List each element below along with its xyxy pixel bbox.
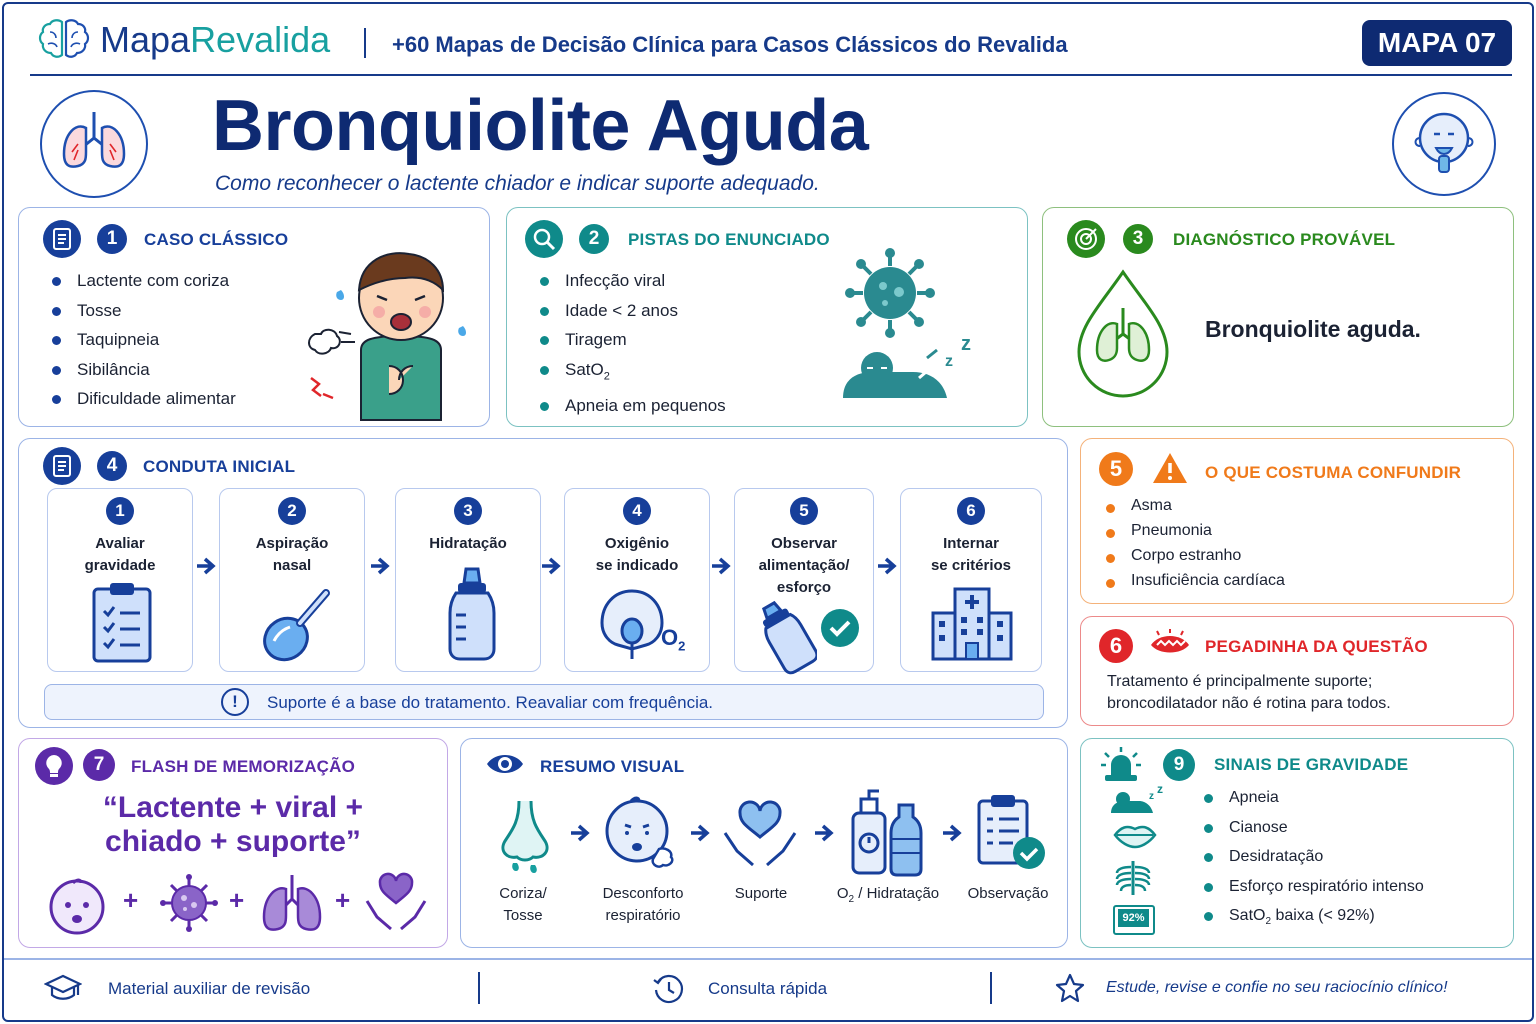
checklist-clipboard-icon (86, 581, 166, 667)
card4-title: CONDUTA INICIAL (143, 457, 296, 476)
card-resumo (460, 738, 1068, 948)
phrase-line: “Lactente + viral + (102, 791, 364, 824)
step-hidratacao (395, 488, 541, 672)
trap-icon (1147, 629, 1193, 659)
list-item: Esforço respiratório intenso (1201, 872, 1424, 902)
resumo-label-suporte: Suporte (734, 885, 788, 902)
heart-hands-icon (721, 799, 799, 871)
o2-subscript: 2 (848, 894, 855, 905)
list-item: Dificuldade alimentar (49, 384, 236, 414)
svg-text:z: z (1149, 791, 1154, 802)
nasal-aspirator-icon (258, 581, 342, 667)
list-item: Infecção viral (537, 266, 726, 296)
brand-part-a: Mapa (100, 19, 191, 60)
magnifier-icon (525, 220, 563, 258)
step-line: Internar (943, 535, 999, 552)
baby-face-icon (45, 875, 109, 937)
arrow-right-icon (540, 556, 562, 576)
clipboard-icon (43, 447, 81, 485)
list-item: Corpo estranho (1103, 543, 1285, 568)
arrow-right-icon (876, 556, 898, 576)
virus-icon (845, 248, 935, 338)
step-aspiracao (219, 488, 365, 672)
eye-icon (485, 749, 525, 779)
step-observar (734, 488, 874, 672)
header-divider (364, 28, 366, 58)
step-line: alimentação/ (758, 557, 850, 574)
virus-icon (159, 873, 219, 933)
card-flash (18, 738, 448, 948)
svg-text:z: z (945, 353, 953, 370)
card2-number: 2 (579, 224, 609, 254)
o2-text: O (661, 625, 679, 650)
distressed-baby-icon (601, 793, 683, 873)
card5-number: 5 (1099, 452, 1133, 486)
card1-title: CASO CLÁSSICO (144, 230, 289, 249)
plus-sign: + (335, 885, 351, 915)
resumo-label-desconforto (587, 883, 699, 927)
list-item: Apneia (1201, 783, 1424, 813)
step-label (735, 533, 873, 599)
card7-title: FLASH DE MEMORIZAÇÃO (131, 757, 356, 776)
step-line: esforço (776, 579, 832, 596)
check-circle-icon (819, 607, 861, 649)
label-line: Coriza/ (499, 885, 547, 902)
page-title: Bronquiolite Aguda (212, 86, 869, 166)
card3-title: DIAGNÓSTICO PROVÁVEL (1173, 230, 1396, 249)
list-item: Insuficiência cardíaca (1103, 568, 1285, 593)
label-line: Desconforto (602, 885, 684, 902)
phrase-line: chiado + suporte” (105, 825, 361, 858)
note-text: Suporte é a base do tratamento. Reavaliar com frequência. (267, 693, 714, 712)
step-number: 1 (106, 497, 134, 525)
o2-label (661, 625, 685, 653)
ribcage-icon (1113, 859, 1153, 897)
o2-text: O (836, 885, 849, 902)
hospital-icon (929, 585, 1015, 661)
step-line: se critérios (930, 557, 1012, 574)
list-item: Tosse (49, 296, 236, 326)
brand-part-b: Revalida (190, 19, 331, 60)
card1-list (49, 266, 236, 414)
card-pistas (506, 207, 1028, 427)
list-item: Desidratação (1201, 842, 1424, 872)
lungs-icon (42, 92, 146, 196)
sat-subscript: 2 (1265, 916, 1272, 928)
sat-threshold: baixa (< 92%) (1275, 907, 1375, 924)
lungs-drop-icon (1071, 268, 1175, 398)
step-line: Avaliar (95, 535, 145, 552)
brand-logo (100, 18, 330, 62)
step-number: 4 (623, 497, 651, 525)
label-line: respiratório (605, 907, 681, 924)
resumo-label-o2 (825, 883, 951, 911)
card-caso-classico (18, 207, 490, 427)
memory-phrase (19, 791, 447, 859)
card2-title: PISTAS DO ENUNCIADO (628, 230, 830, 249)
baby-bottle-icon (757, 597, 817, 677)
lips-icon (1113, 823, 1157, 849)
card-gravidade (1080, 738, 1514, 948)
text-line: Tratamento é principalmente suporte; (1107, 673, 1373, 690)
card8-title: RESUMO VISUAL (540, 757, 685, 776)
baby-oxygen-badge (1392, 92, 1496, 196)
graduation-cap-icon (44, 974, 82, 1004)
baby-bottle-icon (442, 565, 502, 665)
list-item (1201, 901, 1424, 937)
runny-nose-icon (493, 797, 557, 877)
arrow-right-icon (689, 823, 711, 843)
clipboard-icon (43, 220, 81, 258)
list-item: Idade < 2 anos (537, 296, 726, 326)
sat-label: SatO (565, 359, 604, 379)
card9-list (1201, 783, 1424, 937)
conduta-note (44, 684, 1044, 720)
target-icon (1067, 220, 1105, 258)
step-number: 2 (278, 497, 306, 525)
brain-icon (38, 18, 90, 62)
card-pegadinha (1080, 616, 1514, 726)
list-item (537, 355, 726, 392)
card1-number: 1 (97, 224, 127, 254)
hidratacao-text: / Hidratação (858, 885, 940, 902)
plus-sign: + (229, 885, 245, 915)
star-icon (1054, 972, 1086, 1004)
coughing-child-illustration (301, 238, 481, 424)
card2-list (537, 266, 726, 421)
resumo-label-coriza (483, 883, 563, 927)
monitor-icon (1113, 905, 1155, 935)
sat-subscript: 2 (603, 369, 610, 382)
plus-sign: + (123, 885, 139, 915)
card3-number: 3 (1123, 224, 1153, 254)
info-icon: ! (221, 688, 249, 716)
header-tagline: +60 Mapas de Decisão Clínica para Casos Clássicos do Revalida (392, 32, 1068, 57)
step-internar (900, 488, 1042, 672)
step-label (48, 533, 192, 577)
card7-number: 7 (83, 749, 115, 781)
o2-subscript: 2 (678, 638, 686, 654)
arrow-right-icon (569, 823, 591, 843)
alarm-light-icon (1099, 745, 1143, 783)
step-line: se indicado (595, 557, 679, 574)
text-line: broncodilatador não é rotina para todos. (1107, 695, 1391, 712)
step-line: gravidade (84, 557, 156, 574)
footer-material: Material auxiliar de revisão (108, 979, 311, 998)
map-badge: MAPA 07 (1362, 20, 1512, 66)
step-line: Oxigênio (604, 535, 670, 552)
step-number: 3 (454, 497, 482, 525)
label-line: Tosse (503, 907, 543, 924)
sleeping-baby-icon (837, 328, 987, 404)
clock-icon (652, 972, 686, 1006)
footer-consulta: Consulta rápida (708, 979, 828, 998)
step-line: Observar (771, 535, 837, 552)
page-subtitle: Como reconhecer o lactente chiador e indicar suporte adequado. (215, 172, 820, 195)
heart-hands-icon (363, 871, 429, 935)
resumo-label-observacao: Observação (967, 885, 1049, 902)
card6-text (1107, 671, 1391, 715)
step-label (565, 533, 709, 577)
baby-mask-icon (1394, 94, 1494, 194)
card9-number: 9 (1163, 749, 1195, 781)
list-item: Pneumonia (1103, 518, 1285, 543)
footer-divider (990, 972, 992, 1004)
step-label (220, 533, 364, 577)
step-avaliar (47, 488, 193, 672)
list-item: Sibilância (49, 355, 236, 385)
step-number: 6 (957, 497, 985, 525)
diagnosis-text: Bronquiolite aguda. (1205, 316, 1421, 342)
list-item: Tiragem (537, 325, 726, 355)
step-label (901, 533, 1041, 577)
step-line: Aspiração (255, 535, 329, 552)
observation-clipboard-icon (973, 793, 1049, 873)
list-item: Asma (1103, 493, 1285, 518)
arrow-right-icon (195, 556, 217, 576)
card5-title: O QUE COSTUMA CONFUNDIR (1205, 463, 1462, 482)
arrow-right-icon (710, 556, 732, 576)
sleeping-baby-icon (1109, 785, 1165, 815)
list-item: Apneia em pequenos (537, 391, 726, 421)
step-line: nasal (272, 557, 312, 574)
footer-divider (478, 972, 480, 1004)
oxygen-mask-icon (597, 585, 667, 665)
list-item: Lactente com coriza (49, 266, 236, 296)
list-item: Cianose (1201, 813, 1424, 843)
lightbulb-icon (35, 747, 73, 785)
oxygen-hydration-icon (847, 787, 929, 877)
card5-list (1103, 493, 1285, 593)
lungs-icon (259, 871, 325, 935)
footer-rule (4, 958, 1532, 960)
card9-title: SINAIS DE GRAVIDADE (1214, 755, 1409, 774)
arrow-right-icon (369, 556, 391, 576)
list-item: Taquipneia (49, 325, 236, 355)
step-number: 5 (790, 497, 818, 525)
footer-motto: Estude, revise e confie no seu raciocínio clínico! (1106, 979, 1448, 996)
svg-text:z: z (961, 333, 971, 355)
svg-text:z: z (1157, 785, 1163, 796)
warning-icon (1151, 451, 1189, 485)
arrow-right-icon (813, 823, 835, 843)
card6-number: 6 (1099, 629, 1133, 663)
arrow-right-icon (941, 823, 963, 843)
card4-number: 4 (97, 451, 127, 481)
step-oxigenio (564, 488, 710, 672)
step-label: Hidratação (429, 535, 507, 552)
header-rule (30, 74, 1512, 76)
sat-label: SatO (1229, 907, 1266, 924)
card6-title: PEGADINHA DA QUESTÃO (1205, 637, 1428, 656)
card-confundir (1080, 438, 1514, 604)
lungs-badge (40, 90, 148, 198)
sat-percentage: 92% (1118, 909, 1149, 927)
card-diagnostico (1042, 207, 1514, 427)
